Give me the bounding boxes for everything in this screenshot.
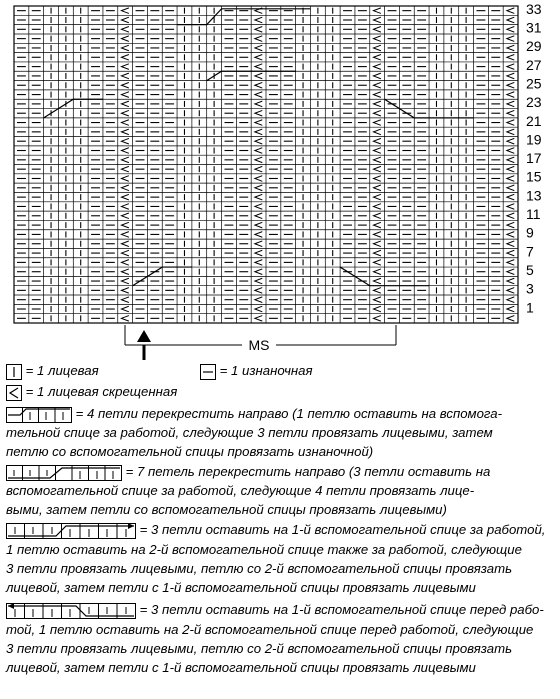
twisted-knit-stitch: [507, 8, 514, 14]
twisted-knit-stitch: [507, 129, 514, 135]
twisted-knit-stitch: [121, 194, 128, 200]
legend-cross7: [6, 462, 490, 481]
twisted-knit-stitch: [255, 213, 262, 219]
cross7-symbol-icon: [6, 465, 122, 481]
twisted-knit-stitch: [121, 166, 128, 172]
twisted-knit-stitch: [507, 64, 514, 70]
twisted-knit-stitch: [373, 250, 380, 256]
legend-cross7f-line2-wrap: [6, 620, 533, 639]
twisted-knit-stitch: [373, 232, 380, 238]
legend-cross4-line2-wrap: [6, 423, 493, 442]
row-number: 25: [526, 75, 542, 92]
twisted-knit-stitch: [255, 110, 262, 116]
twisted-knit-stitch: [255, 166, 262, 172]
row-number: 15: [526, 168, 542, 185]
twisted-knit-stitch: [373, 316, 380, 322]
twisted-knit-stitch: [507, 45, 514, 51]
twisted-knit-stitch: [255, 269, 262, 275]
purl-symbol-icon: [200, 364, 216, 380]
legend-cross7b: [6, 520, 545, 539]
row-number: 5: [526, 261, 534, 278]
twisted-knit-stitch: [373, 101, 380, 107]
twisted-knit-stitch: [255, 64, 262, 70]
twisted-knit-stitch: [255, 232, 262, 238]
legend-cross4-line3-wrap: [6, 442, 373, 461]
twisted-knit-stitch: [255, 241, 262, 247]
row-number: 7: [526, 243, 534, 260]
legend-cross4-line1: = 4 петли перекрестить направо (1 петлю оставить на вспомога-: [75, 406, 503, 421]
legend-cross7b-line3: 3 петли провязать лицевыми, петлю со 2-й вспомогательной спицы провязать: [6, 561, 513, 576]
twisted-knit-stitch: [373, 157, 380, 163]
twisted-knit-stitch: [121, 54, 128, 60]
twisted-knit-stitch: [373, 185, 380, 191]
twisted-knit-stitch: [373, 8, 380, 14]
twisted-knit-stitch: [507, 157, 514, 163]
twisted-knit-stitch: [373, 241, 380, 247]
knit-symbol-icon: [6, 364, 22, 380]
twisted-knit-stitch: [121, 17, 128, 23]
twisted-knit-stitch: [373, 306, 380, 312]
twisted-knit-stitch: [373, 194, 380, 200]
twisted-knit-stitch: [121, 36, 128, 42]
twisted-knit-stitch: [507, 82, 514, 88]
twisted-knit-stitch: [255, 73, 262, 79]
legend-cross7-line3: выми, затем петли со вспомогательной спицы провязать лицевыми): [6, 502, 447, 517]
twisted-knit-stitch: [121, 64, 128, 70]
twisted-knit-stitch: [121, 297, 128, 303]
twisted-knit-stitch: [507, 260, 514, 266]
twisted-knit-stitch: [255, 129, 262, 135]
cross7-back-symbol-icon: [6, 523, 136, 539]
twisted-knit-stitch: [507, 250, 514, 256]
twisted-knit-stitch: [255, 54, 262, 60]
twisted-knit-stitch: [255, 316, 262, 322]
twisted-knit-stitch: [507, 185, 514, 191]
twisted-knit-stitch: [121, 306, 128, 312]
twisted-knit-stitch: [373, 27, 380, 33]
twisted-knit-stitch: [255, 288, 262, 294]
twisted-knit-stitch: [507, 176, 514, 182]
legend-cross7f-line3: 3 петли провязать лицевыми, петлю со 2-й вспомогательной спицы провязать: [6, 641, 513, 656]
twisted-knit-stitch: [121, 148, 128, 154]
twisted-knit-stitch: [373, 73, 380, 79]
legend-cross4: [6, 404, 502, 423]
legend-cross7f-line4-wrap: [6, 658, 476, 677]
legend-cross4-line2: тельной спице за работой, следующие 3 петли провязать лицевыми, затем: [6, 425, 493, 440]
twisted-knit-stitch: [121, 110, 128, 116]
twisted-knit-stitch: [507, 92, 514, 98]
twisted-knit-stitch: [507, 120, 514, 126]
twisted-knit-symbol-icon: [6, 385, 22, 401]
legend-cross7-line2-wrap: [6, 481, 474, 500]
twisted-knit-stitch: [507, 73, 514, 79]
legend-cross7b-line2-wrap: [6, 540, 522, 559]
twisted-knit-stitch: [121, 316, 128, 322]
twisted-knit-stitch: [255, 120, 262, 126]
twisted-knit-stitch: [507, 17, 514, 23]
twisted-knit-stitch: [121, 260, 128, 266]
twisted-knit-stitch: [255, 250, 262, 256]
twisted-knit-stitch: [255, 45, 262, 51]
twisted-knit-stitch: [121, 269, 128, 275]
legend-cross7f-line2: той, 1 петлю оставить на 2-й вспомогательной спице перед работой, следующие: [6, 622, 534, 637]
twisted-knit-stitch: [507, 232, 514, 238]
twisted-knit-stitch: [507, 166, 514, 172]
twisted-knit-stitch: [373, 204, 380, 210]
cross4-symbol-icon: [6, 407, 72, 423]
legend-knit: [6, 361, 99, 380]
legend-twisted-text: = 1 лицевая скрещенная: [25, 384, 178, 399]
twisted-knit-stitch: [507, 213, 514, 219]
legend-purl: [200, 361, 313, 380]
twisted-knit-stitch: [373, 120, 380, 126]
legend-cross7b-line3-wrap: [6, 559, 512, 578]
legend-cross7f-line3-wrap: [6, 639, 512, 658]
twisted-knit-stitch: [121, 241, 128, 247]
legend-cross7f-line4: лицевой, затем петли с 1-й вспомогательной спицы провязать лицевыми: [6, 660, 476, 675]
twisted-knit-stitch: [507, 204, 514, 210]
twisted-knit-stitch: [373, 45, 380, 51]
twisted-knit-stitch: [373, 269, 380, 275]
twisted-knit-stitch: [121, 288, 128, 294]
legend-cross7b-line1: = 3 петли оставить на 1-й вспомогательной спице за работой,: [139, 522, 546, 537]
twisted-knit-stitch: [255, 157, 262, 163]
twisted-knit-stitch: [507, 54, 514, 60]
twisted-knit-stitch: [373, 288, 380, 294]
twisted-knit-stitch: [507, 306, 514, 312]
twisted-knit-stitch: [121, 45, 128, 51]
twisted-knit-stitch: [121, 176, 128, 182]
twisted-knit-stitch: [121, 213, 128, 219]
twisted-knit-stitch: [121, 82, 128, 88]
twisted-knit-stitch: [255, 176, 262, 182]
twisted-knit-stitch: [373, 82, 380, 88]
twisted-knit-stitch: [121, 27, 128, 33]
twisted-knit-stitch: [373, 17, 380, 23]
twisted-knit-stitch: [121, 185, 128, 191]
twisted-knit-stitch: [507, 278, 514, 284]
legend-cross7-line1: = 7 петель перекрестить направо (3 петли оставить на: [125, 464, 491, 479]
ms-label: MS: [248, 337, 270, 353]
twisted-knit-stitch: [507, 110, 514, 116]
twisted-knit-stitch: [255, 36, 262, 42]
twisted-knit-stitch: [121, 129, 128, 135]
twisted-knit-stitch: [121, 138, 128, 144]
twisted-knit-stitch: [255, 17, 262, 23]
twisted-knit-stitch: [255, 222, 262, 228]
row-number: 27: [526, 56, 542, 73]
twisted-knit-stitch: [373, 213, 380, 219]
twisted-knit-stitch: [373, 36, 380, 42]
legend-cross7-line3-wrap: [6, 500, 447, 519]
twisted-knit-stitch: [255, 278, 262, 284]
twisted-knit-stitch: [121, 120, 128, 126]
twisted-knit-stitch: [255, 101, 262, 107]
twisted-knit-stitch: [121, 250, 128, 256]
twisted-knit-stitch: [507, 194, 514, 200]
row-number: 13: [526, 187, 542, 204]
twisted-knit-stitch: [373, 54, 380, 60]
twisted-knit-stitch: [255, 185, 262, 191]
cross7-front-symbol-icon: [6, 603, 136, 619]
twisted-knit-stitch: [255, 194, 262, 200]
legend-purl-text: = 1 изнаночная: [219, 363, 313, 378]
twisted-knit-stitch: [373, 92, 380, 98]
twisted-knit-stitch: [507, 36, 514, 42]
twisted-knit-stitch: [507, 138, 514, 144]
row-number: 9: [526, 224, 534, 241]
twisted-knit-stitch: [373, 129, 380, 135]
twisted-knit-stitch: [121, 92, 128, 98]
twisted-knit-stitch: [255, 260, 262, 266]
twisted-knit-stitch: [121, 278, 128, 284]
twisted-knit-stitch: [255, 27, 262, 33]
twisted-knit-stitch: [373, 138, 380, 144]
twisted-knit-stitch: [255, 297, 262, 303]
twisted-knit-stitch: [373, 148, 380, 154]
row-number: 33: [526, 0, 542, 17]
twisted-knit-stitch: [121, 101, 128, 107]
twisted-knit-stitch: [121, 222, 128, 228]
twisted-knit-stitch: [121, 232, 128, 238]
legend-cross7-line2: вспомогательной спице за работой, следующие 4 петли провязать лице-: [6, 483, 475, 498]
twisted-knit-stitch: [373, 176, 380, 182]
row-number: 3: [526, 280, 534, 297]
legend-cross7b-line2: 1 петлю оставить на 2-й вспомогательной спице также за работой, следующие: [6, 542, 522, 557]
legend-knit-text: = 1 лицевая: [25, 363, 99, 378]
row-number: 19: [526, 131, 542, 148]
twisted-knit-stitch: [507, 148, 514, 154]
twisted-knit-stitch: [507, 297, 514, 303]
row-number: 23: [526, 94, 542, 111]
twisted-knit-stitch: [255, 306, 262, 312]
twisted-knit-stitch: [121, 204, 128, 210]
legend-cross7b-line4: лицевой, затем петли с 1-й вспомогательной спицы провязать лицевыми: [6, 580, 476, 595]
twisted-knit-stitch: [373, 166, 380, 172]
twisted-knit-stitch: [255, 82, 262, 88]
twisted-knit-stitch: [121, 157, 128, 163]
twisted-knit-stitch: [373, 260, 380, 266]
chart-grid: [14, 6, 518, 323]
twisted-knit-stitch: [373, 278, 380, 284]
twisted-knit-stitch: [255, 204, 262, 210]
twisted-knit-stitch: [507, 316, 514, 322]
row-number: 31: [526, 19, 542, 36]
legend-cross7f: [6, 600, 544, 619]
legend-cross4-line3: петлю со вспомогательной спицы провязать изнаночной): [6, 444, 374, 459]
twisted-knit-stitch: [373, 222, 380, 228]
twisted-knit-stitch: [507, 288, 514, 294]
row-number: 17: [526, 150, 542, 167]
twisted-knit-stitch: [507, 269, 514, 275]
legend-cross7f-line1: = 3 петли оставить на 1-й вспомогательной спице перед рабо-: [139, 602, 544, 617]
legend-twisted: [6, 382, 177, 401]
row-number: 11: [526, 206, 541, 223]
twisted-knit-stitch: [255, 148, 262, 154]
twisted-knit-stitch: [255, 138, 262, 144]
twisted-knit-stitch: [255, 92, 262, 98]
twisted-knit-stitch: [121, 8, 128, 14]
twisted-knit-stitch: [121, 73, 128, 79]
row-number: 21: [526, 112, 542, 129]
twisted-knit-stitch: [373, 297, 380, 303]
ms-bracket: [125, 325, 396, 353]
twisted-knit-stitch: [373, 64, 380, 70]
twisted-knit-stitch: [507, 101, 514, 107]
twisted-knit-stitch: [507, 241, 514, 247]
row-numbers: [526, 1, 542, 315]
row-number: 1: [526, 299, 534, 316]
twisted-knit-stitch: [373, 110, 380, 116]
legend-cross7b-line4-wrap: [6, 578, 476, 597]
twisted-knit-stitch: [507, 222, 514, 228]
twisted-knit-stitch: [507, 27, 514, 33]
row-number: 29: [526, 38, 542, 55]
